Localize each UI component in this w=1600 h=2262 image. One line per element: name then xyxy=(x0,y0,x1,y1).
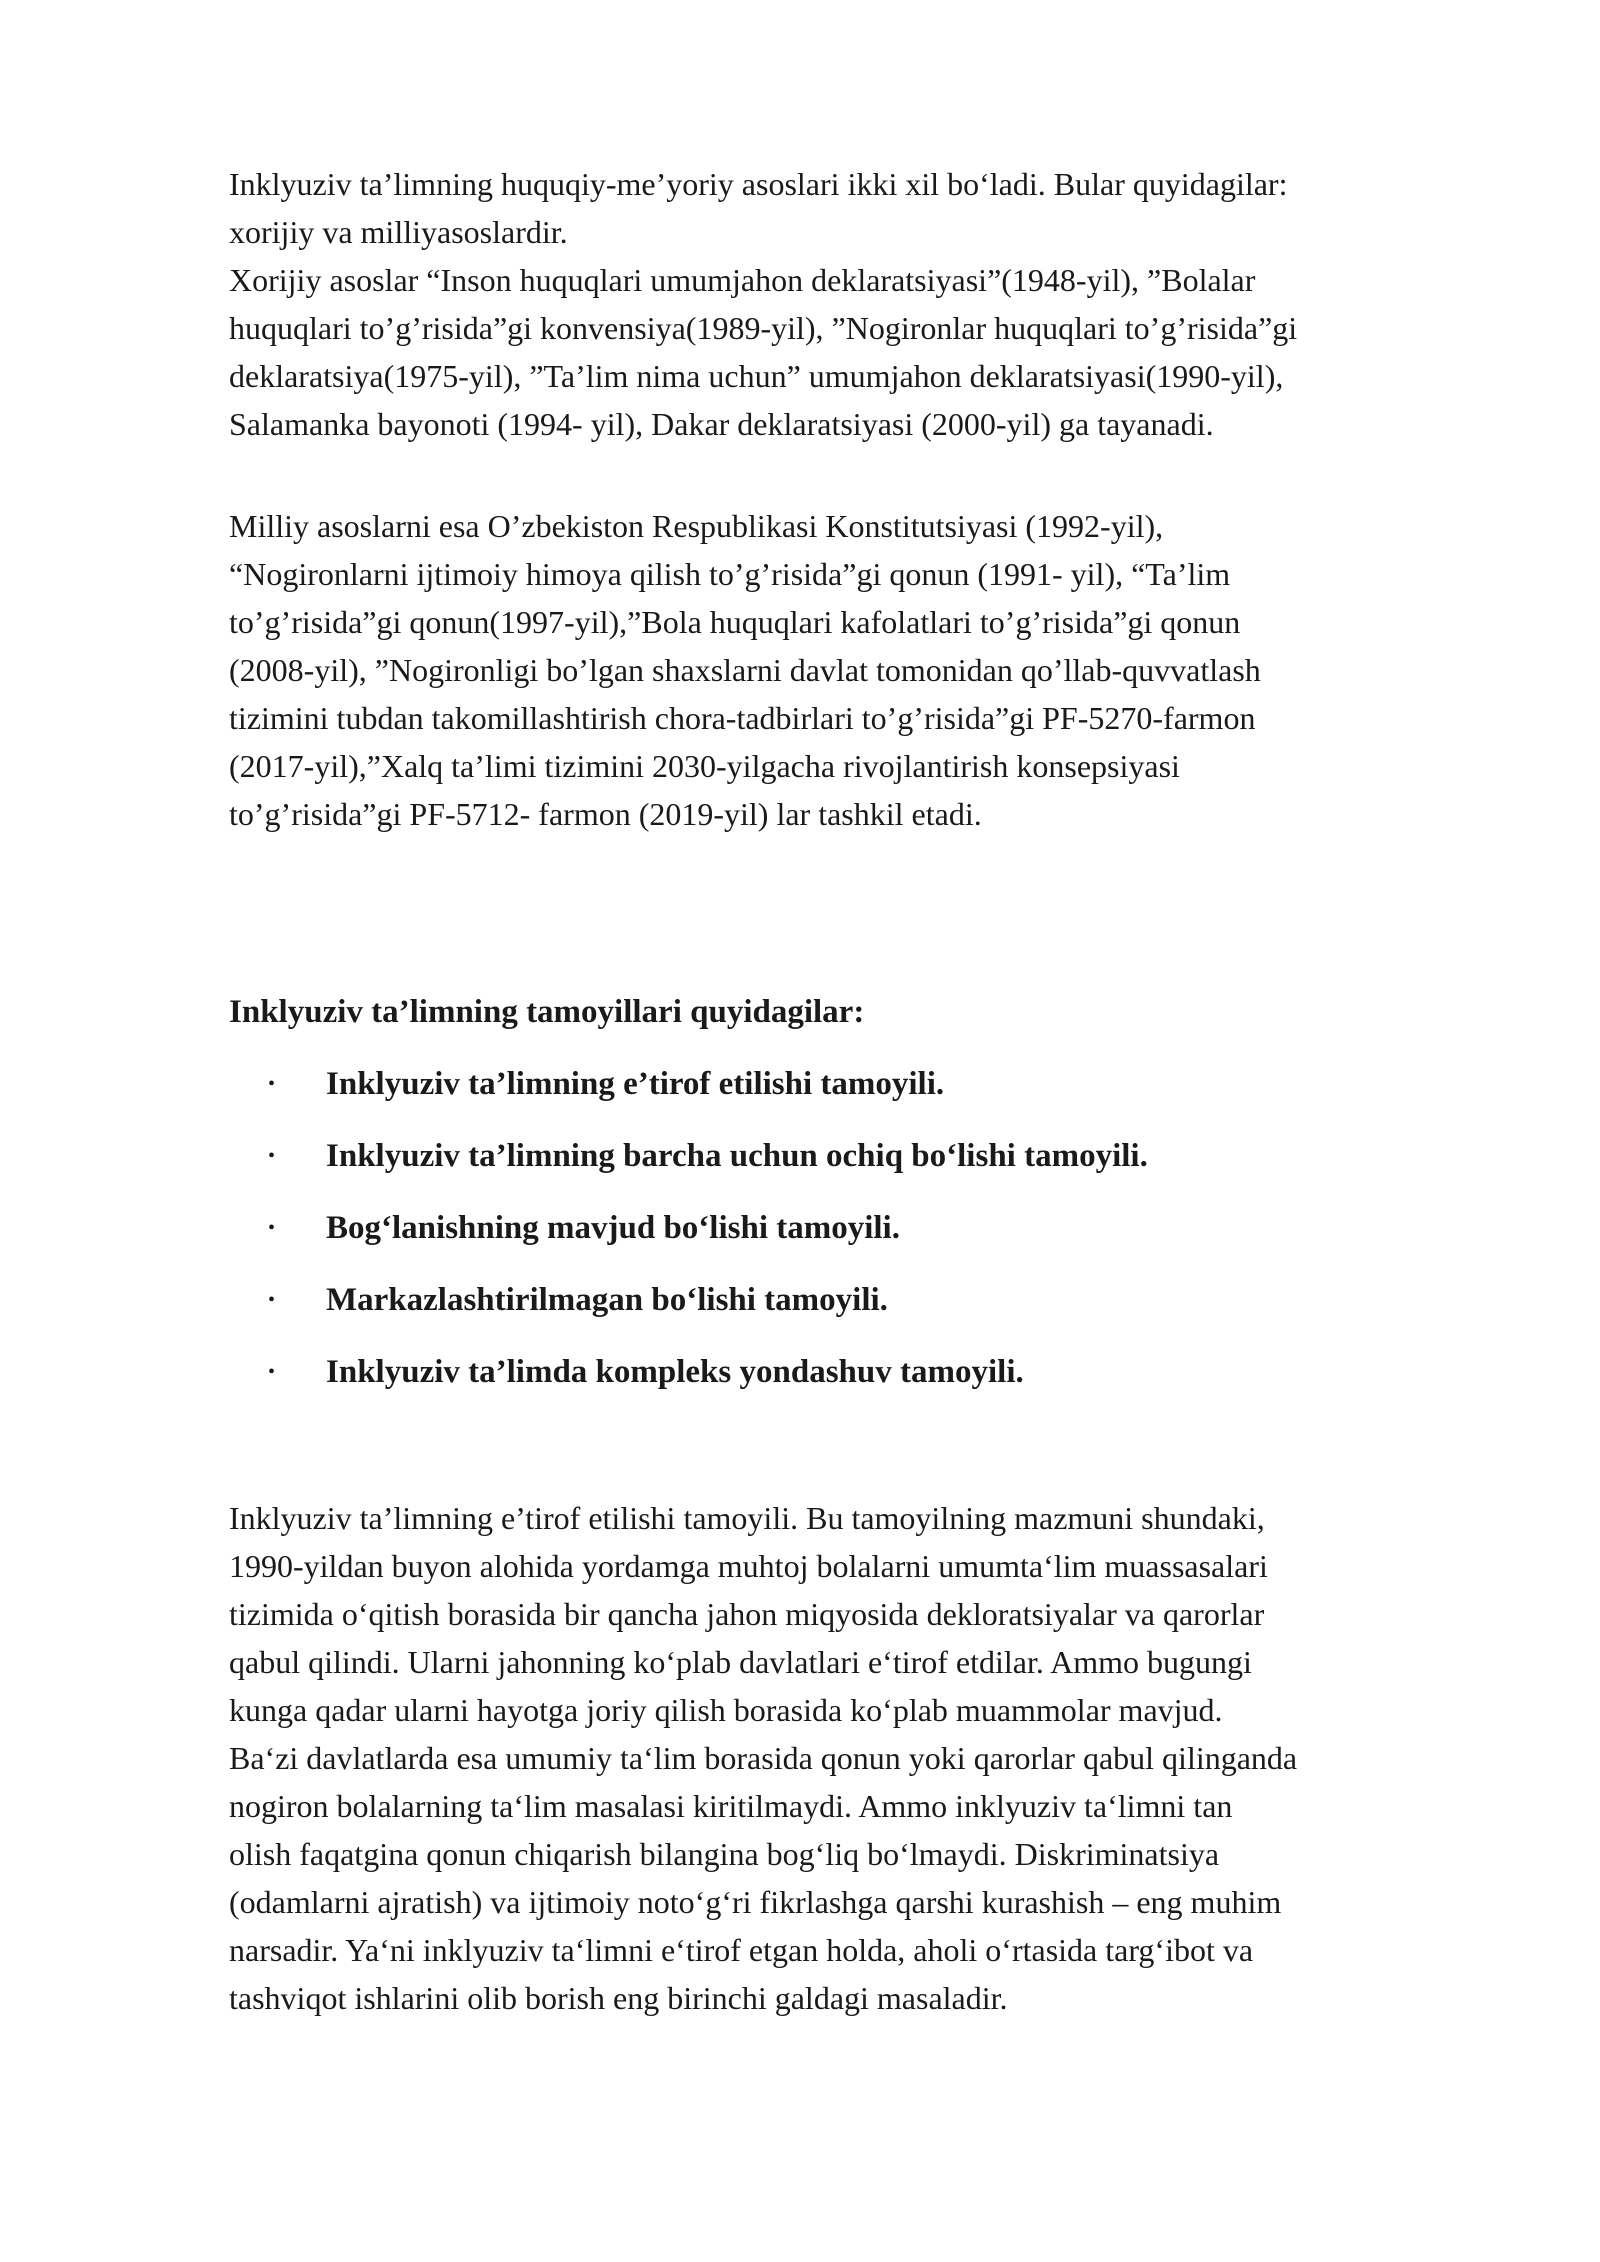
text-line: deklaratsiya(1975-yil), ”Ta’lim nima uchun” umumjahon deklaratsiyasi(1990-yil), xyxy=(229,358,1284,394)
principles-heading: Inklyuziv ta’limning tamoyillari quyidagilar: xyxy=(229,994,865,1030)
text-line: Inklyuziv ta’limning e’tirof etilishi tamoyili. Bu tamoyilning mazmuni shundaki, xyxy=(229,1500,1265,1536)
text-line: qabul qilindi. Ularni jahonning ko‘plab davlatlari e‘tirof etdilar. Ammo bugungi xyxy=(229,1644,1252,1680)
text-line: olish faqatgina qonun chiqarish bilangina bog‘liq bo‘lmaydi. Diskriminatsiya xyxy=(229,1836,1220,1872)
text-line: Milliy asoslarni esa O’zbekiston Respublikasi Konstitutsiyasi (1992-yil), xyxy=(229,508,1164,544)
text-line: xorijiy va milliyasoslardir. xyxy=(229,214,568,250)
text-line: 1990-yildan buyon alohida yordamga muhtoj bolalarni umumta‘lim muassasalari xyxy=(229,1548,1268,1584)
text-line: to’g’risida”gi PF-5712- farmon (2019-yil) lar tashkil etadi. xyxy=(229,796,982,832)
text-line: (2008-yil), ”Nogironligi bo’lgan shaxslarni davlat tomonidan qo’llab-quvvatlash xyxy=(229,652,1261,688)
bullet-icon: • xyxy=(268,1145,276,1167)
list-item-text: Inklyuziv ta’limda kompleks yondashuv tamoyili. xyxy=(326,1354,1024,1390)
list-item-text: Inklyuziv ta’limning e’tirof etilishi tamoyili. xyxy=(326,1066,945,1102)
text-line: Inklyuziv ta’limning huquqiy-me’yoriy asoslari ikki xil bo‘ladi. Bular quyidagilar: xyxy=(229,166,1288,202)
text-line: to’g’risida”gi qonun(1997-yil),”Bola huquqlari kafolatlari to’g’risida”gi qonun xyxy=(229,604,1241,640)
bullet-icon: • xyxy=(268,1073,276,1095)
text-line: Xorijiy asoslar “Inson huquqlari umumjahon deklaratsiyasi”(1948-yil), ”Bolalar xyxy=(229,262,1256,298)
list-item-text: Inklyuziv ta’limning barcha uchun ochiq bo‘lishi tamoyili. xyxy=(326,1138,1148,1174)
text-line: Salamanka bayonoti (1994- yil), Dakar deklaratsiyasi (2000-yil) ga tayanadi. xyxy=(229,406,1214,442)
text-line: Ba‘zi davlatlarda esa umumiy ta‘lim borasida qonun yoki qarorlar qabul qilinganda xyxy=(229,1740,1298,1776)
bullet-icon: • xyxy=(268,1361,276,1383)
text-line: narsadir. Ya‘ni inklyuziv ta‘limni e‘tirof etgan holda, aholi o‘rtasida targ‘ibot va xyxy=(229,1932,1254,1968)
list-item-text: Bog‘lanishning mavjud bo‘lishi tamoyili. xyxy=(326,1210,900,1246)
text-line: tizimida o‘qitish borasida bir qancha jahon miqyosida dekloratsiyalar va qarorlar xyxy=(229,1596,1265,1632)
bullet-icon: • xyxy=(268,1217,276,1239)
text-line: tashviqot ishlarini olib borish eng birinchi galdagi masaladir. xyxy=(229,1980,1008,2016)
text-line: (2017-yil),”Xalq ta’limi tizimini 2030-yilgacha rivojlantirish konsepsiyasi xyxy=(229,748,1180,784)
text-line: (odamlarni ajratish) va ijtimoiy noto‘g‘ri fikrlashga qarshi kurashish – eng muhim xyxy=(229,1884,1282,1920)
text-line: “Nogironlarni ijtimoiy himoya qilish to’g’risida”gi qonun (1991- yil), “Ta’lim xyxy=(229,556,1231,592)
text-line: huquqlari to’g’risida”gi konvensiya(1989-yil), ”Nogironlar huquqlari to’g’risida”gi xyxy=(229,310,1298,346)
text-line: tizimini tubdan takomillashtirish chora-tadbirlari to’g’risida”gi PF-5270-farmon xyxy=(229,700,1256,736)
text-line: nogiron bolalarning ta‘lim masalasi kiritilmaydi. Ammo inklyuziv ta‘limni tan xyxy=(229,1788,1233,1824)
bullet-icon: • xyxy=(268,1289,276,1311)
text-line: kunga qadar ularni hayotga joriy qilish borasida ko‘plab muammolar mavjud. xyxy=(229,1692,1223,1728)
list-item-text: Markazlashtirilmagan bo‘lishi tamoyili. xyxy=(326,1282,888,1318)
